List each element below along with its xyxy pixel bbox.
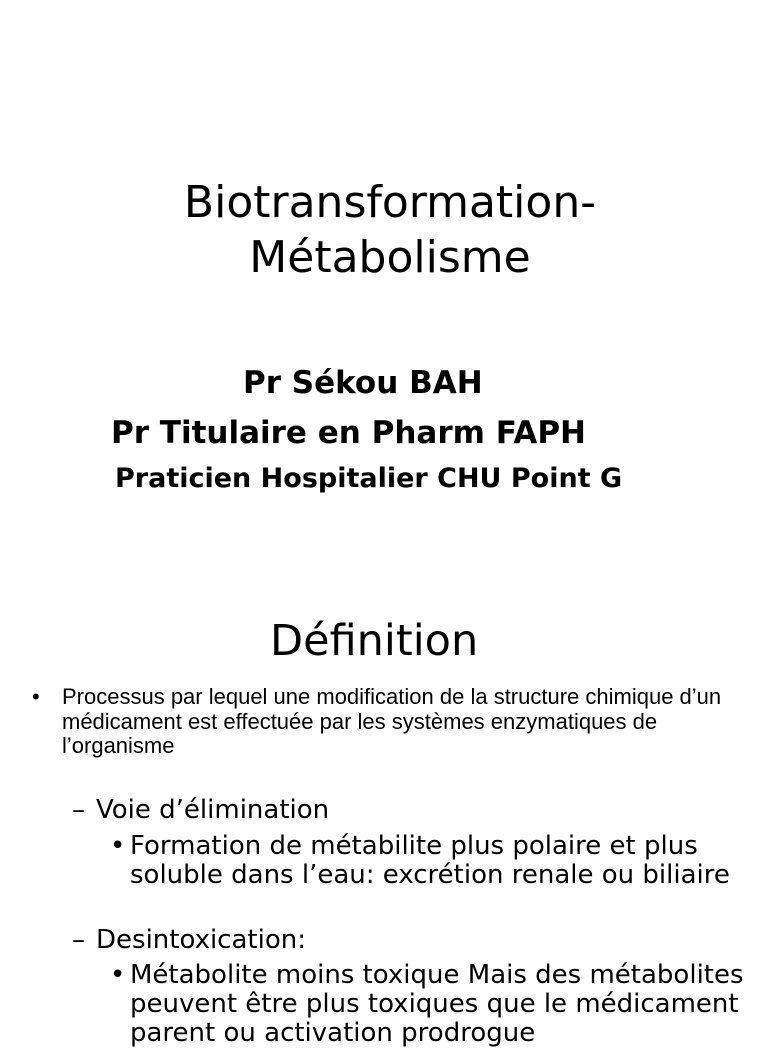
- title-line-1: Biotransformation-: [183, 177, 597, 228]
- author-name: Pr Sékou BAH: [243, 365, 483, 401]
- bullet-marker: •: [110, 960, 126, 990]
- definition-text: Processus par lequel une modification de la structure chimique d’un médicament est effectuée par les systèmes enzymatiques de l’organisme: [62, 684, 722, 758]
- author-affiliation: Praticien Hospitalier CHU Point G: [115, 463, 623, 494]
- definition-heading: Définition: [270, 616, 479, 666]
- sub-item-label: Desintoxication:: [96, 925, 306, 955]
- sub-item-detail: Formation de métabilite plus polaire et plus soluble dans l’eau: excrétion renale ou biliaire: [130, 831, 730, 890]
- bullet-marker: •: [110, 831, 126, 861]
- slide-title: [0, 175, 780, 285]
- dash-marker: –: [72, 925, 85, 955]
- dash-marker: –: [72, 795, 85, 825]
- title-line-2: Métabolisme: [249, 232, 531, 283]
- author-position: Pr Titulaire en Pharm FAPH: [111, 415, 586, 451]
- sub-item-detail: Métabolite moins toxique Mais des métabolites peuvent être plus toxiques que le médicament parent ou activation prodrogue: [130, 960, 744, 1048]
- sub-item-label: Voie d’élimination: [96, 795, 330, 825]
- bullet-marker: •: [32, 684, 40, 709]
